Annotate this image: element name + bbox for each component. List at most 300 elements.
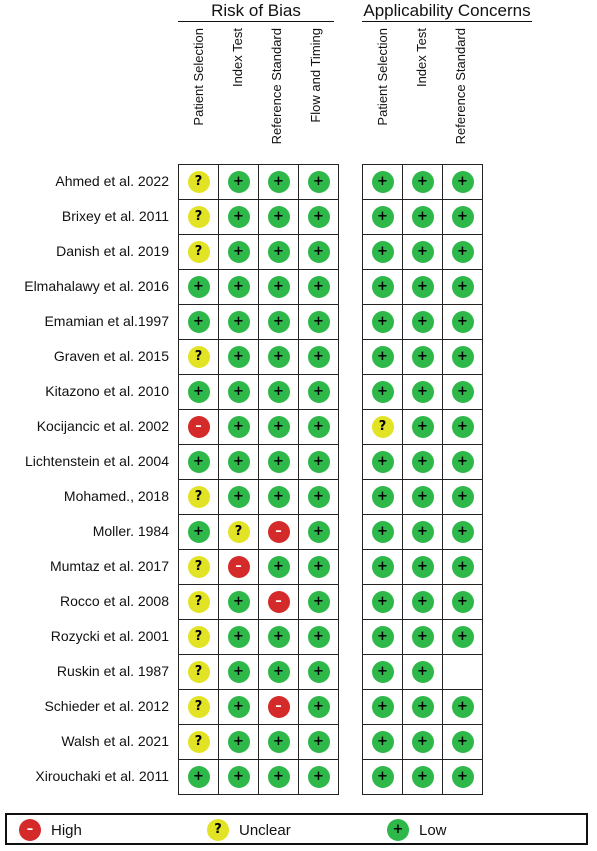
grid-cell bbox=[363, 270, 403, 305]
legend-unclear bbox=[207, 819, 291, 841]
grid-cell bbox=[443, 200, 483, 235]
grid-cell bbox=[219, 690, 259, 725]
grid-cell bbox=[219, 410, 259, 445]
unclear-icon: ? bbox=[188, 731, 210, 753]
grid-cell bbox=[363, 725, 403, 760]
grid-cell bbox=[443, 620, 483, 655]
grid-cell bbox=[299, 200, 339, 235]
low-icon: + bbox=[268, 661, 290, 683]
study-label: Elmahalawy et al. 2016 bbox=[24, 278, 169, 294]
low-icon: + bbox=[228, 661, 250, 683]
grid-cell bbox=[179, 760, 219, 795]
low-icon: + bbox=[228, 626, 250, 648]
column-header-label: Flow and Timing bbox=[307, 28, 323, 123]
low-icon: + bbox=[452, 451, 474, 473]
grid-cell bbox=[403, 200, 443, 235]
grid-row bbox=[179, 760, 339, 795]
low-icon: + bbox=[452, 766, 474, 788]
legend-low-label: Low bbox=[419, 821, 447, 839]
study-label: Moller. 1984 bbox=[92, 523, 169, 539]
low-icon: + bbox=[412, 276, 434, 298]
grid-cell bbox=[299, 725, 339, 760]
low-icon: + bbox=[372, 696, 394, 718]
study-label: Rozycki et al. 2001 bbox=[50, 628, 169, 644]
grid-row bbox=[363, 480, 483, 515]
low-icon: + bbox=[412, 381, 434, 403]
grid-cell bbox=[403, 550, 443, 585]
column-header-0-1 bbox=[217, 28, 257, 158]
grid-cell bbox=[259, 585, 299, 620]
low-icon: + bbox=[412, 591, 434, 613]
grid-cell bbox=[219, 725, 259, 760]
low-icon: + bbox=[268, 241, 290, 263]
column-header-1-1 bbox=[401, 28, 441, 158]
grid-cell bbox=[363, 480, 403, 515]
low-icon: + bbox=[412, 486, 434, 508]
unclear-icon: ? bbox=[188, 486, 210, 508]
grid-cell bbox=[363, 235, 403, 270]
unclear-icon: ? bbox=[188, 206, 210, 228]
grid-cell bbox=[219, 515, 259, 550]
low-icon: + bbox=[228, 276, 250, 298]
low-icon: + bbox=[308, 171, 330, 193]
grid-row bbox=[363, 340, 483, 375]
grid-row bbox=[363, 445, 483, 480]
grid-cell bbox=[443, 585, 483, 620]
low-icon: + bbox=[188, 766, 210, 788]
low-icon: + bbox=[412, 661, 434, 683]
low-icon: + bbox=[308, 556, 330, 578]
low-icon: + bbox=[268, 731, 290, 753]
grid-cell bbox=[219, 340, 259, 375]
low-icon: + bbox=[412, 521, 434, 543]
grid-cell bbox=[443, 375, 483, 410]
column-header-label: Reference Standard bbox=[452, 28, 468, 145]
low-icon: + bbox=[372, 591, 394, 613]
grid-cell bbox=[443, 480, 483, 515]
low-icon: + bbox=[268, 486, 290, 508]
low-icon: + bbox=[372, 171, 394, 193]
low-icon: + bbox=[308, 451, 330, 473]
column-header-0-0 bbox=[178, 28, 218, 158]
grid-cell bbox=[259, 760, 299, 795]
grid-cell bbox=[219, 655, 259, 690]
low-icon: + bbox=[412, 171, 434, 193]
high-icon: – bbox=[228, 556, 250, 578]
grid-cell bbox=[443, 550, 483, 585]
grid-cell bbox=[259, 445, 299, 480]
grid-cell bbox=[299, 340, 339, 375]
legend-high-label: High bbox=[51, 821, 82, 839]
grid-cell bbox=[259, 270, 299, 305]
low-icon: + bbox=[308, 346, 330, 368]
low-icon: + bbox=[452, 416, 474, 438]
grid-cell bbox=[443, 445, 483, 480]
grid-row bbox=[363, 550, 483, 585]
grid-cell bbox=[403, 270, 443, 305]
low-icon: + bbox=[268, 276, 290, 298]
low-icon: + bbox=[228, 346, 250, 368]
grid-cell bbox=[179, 340, 219, 375]
study-label: Walsh et al. 2021 bbox=[61, 733, 169, 749]
high-icon: – bbox=[268, 696, 290, 718]
grid-cell bbox=[363, 165, 403, 200]
grid-cell bbox=[443, 340, 483, 375]
column-header-0-3 bbox=[295, 28, 335, 158]
grid-row bbox=[179, 270, 339, 305]
grid-cell bbox=[403, 165, 443, 200]
low-icon: + bbox=[372, 731, 394, 753]
grid-cell bbox=[443, 690, 483, 725]
low-icon: + bbox=[452, 591, 474, 613]
low-icon: + bbox=[188, 276, 210, 298]
low-icon: + bbox=[228, 486, 250, 508]
unclear-icon: ? bbox=[188, 346, 210, 368]
applicability-line bbox=[362, 21, 532, 22]
grid-cell bbox=[403, 515, 443, 550]
low-icon: + bbox=[372, 381, 394, 403]
grid-cell bbox=[403, 375, 443, 410]
unclear-icon: ? bbox=[207, 819, 229, 841]
low-icon: + bbox=[412, 241, 434, 263]
study-label: Mohamed., 2018 bbox=[63, 488, 169, 504]
low-icon: + bbox=[372, 206, 394, 228]
grid-cell bbox=[179, 690, 219, 725]
unclear-icon: ? bbox=[188, 171, 210, 193]
study-label: Kitazono et al. 2010 bbox=[45, 383, 169, 399]
low-icon: + bbox=[372, 346, 394, 368]
low-icon: + bbox=[268, 206, 290, 228]
column-header-1-2 bbox=[440, 28, 480, 158]
low-icon: + bbox=[372, 311, 394, 333]
grid-cell bbox=[179, 445, 219, 480]
low-icon: + bbox=[308, 521, 330, 543]
study-label: Ahmed et al. 2022 bbox=[55, 173, 169, 189]
grid-row bbox=[363, 235, 483, 270]
low-icon: + bbox=[268, 766, 290, 788]
legend-low bbox=[387, 819, 447, 841]
low-icon: + bbox=[268, 311, 290, 333]
grid-row bbox=[363, 760, 483, 795]
low-icon: + bbox=[372, 766, 394, 788]
column-header-label: Index Test bbox=[229, 28, 245, 88]
grid-cell bbox=[363, 445, 403, 480]
low-icon: + bbox=[308, 486, 330, 508]
low-icon: + bbox=[268, 556, 290, 578]
low-icon: + bbox=[308, 591, 330, 613]
study-label: Kocijancic et al. 2002 bbox=[36, 418, 169, 434]
grid-cell bbox=[299, 165, 339, 200]
grid-cell bbox=[363, 760, 403, 795]
grid-cell bbox=[179, 270, 219, 305]
grid-row bbox=[363, 515, 483, 550]
low-icon: + bbox=[452, 206, 474, 228]
grid-cell bbox=[443, 270, 483, 305]
grid-cell bbox=[363, 690, 403, 725]
low-icon: + bbox=[452, 171, 474, 193]
low-icon: + bbox=[372, 241, 394, 263]
grid-cell bbox=[259, 655, 299, 690]
low-icon: + bbox=[372, 521, 394, 543]
grid-cell bbox=[179, 620, 219, 655]
grid-cell bbox=[259, 200, 299, 235]
grid-cell bbox=[403, 410, 443, 445]
risk-of-bias-title: Risk of Bias bbox=[211, 1, 301, 20]
grid-cell bbox=[299, 585, 339, 620]
grid-row bbox=[179, 620, 339, 655]
low-icon: + bbox=[188, 311, 210, 333]
low-icon: + bbox=[228, 381, 250, 403]
grid-cell bbox=[443, 515, 483, 550]
grid-cell bbox=[179, 410, 219, 445]
low-icon: + bbox=[452, 241, 474, 263]
study-label: Schieder et al. 2012 bbox=[44, 698, 169, 714]
low-icon: + bbox=[308, 276, 330, 298]
low-icon: + bbox=[412, 696, 434, 718]
high-icon: – bbox=[188, 416, 210, 438]
low-icon: + bbox=[228, 206, 250, 228]
risk-of-bias-grid bbox=[178, 164, 339, 795]
grid-cell bbox=[363, 620, 403, 655]
grid-row bbox=[179, 410, 339, 445]
study-label: Rocco et al. 2008 bbox=[60, 593, 169, 609]
grid-cell bbox=[443, 305, 483, 340]
low-icon: + bbox=[412, 206, 434, 228]
grid-row bbox=[179, 480, 339, 515]
high-icon: – bbox=[268, 591, 290, 613]
low-icon: + bbox=[452, 346, 474, 368]
grid-cell bbox=[363, 305, 403, 340]
study-label: Danish et al. 2019 bbox=[56, 243, 169, 259]
low-icon: + bbox=[308, 766, 330, 788]
grid-cell bbox=[259, 410, 299, 445]
grid-cell bbox=[299, 690, 339, 725]
grid-cell bbox=[219, 445, 259, 480]
grid-cell bbox=[219, 585, 259, 620]
grid-cell bbox=[443, 655, 483, 690]
grid-cell bbox=[179, 480, 219, 515]
low-icon: + bbox=[452, 381, 474, 403]
column-header-1-0 bbox=[362, 28, 402, 158]
legend-high bbox=[19, 819, 82, 841]
grid-cell bbox=[219, 270, 259, 305]
low-icon: + bbox=[412, 731, 434, 753]
grid-row bbox=[179, 200, 339, 235]
low-icon: + bbox=[268, 381, 290, 403]
legend bbox=[5, 813, 588, 845]
low-icon: + bbox=[372, 556, 394, 578]
low-icon: + bbox=[452, 276, 474, 298]
grid-cell bbox=[219, 760, 259, 795]
grid-cell bbox=[363, 200, 403, 235]
low-icon: + bbox=[372, 626, 394, 648]
grid-row bbox=[179, 515, 339, 550]
grid-cell bbox=[299, 235, 339, 270]
grid-cell bbox=[403, 480, 443, 515]
grid-cell bbox=[403, 725, 443, 760]
low-icon: + bbox=[308, 626, 330, 648]
low-icon: + bbox=[372, 486, 394, 508]
low-icon: + bbox=[268, 416, 290, 438]
grid-cell bbox=[259, 305, 299, 340]
low-icon: + bbox=[308, 206, 330, 228]
low-icon: + bbox=[452, 696, 474, 718]
unclear-icon: ? bbox=[188, 556, 210, 578]
low-icon: + bbox=[268, 171, 290, 193]
legend-unclear-label: Unclear bbox=[239, 821, 291, 839]
grid-cell bbox=[363, 410, 403, 445]
low-icon: + bbox=[452, 486, 474, 508]
grid-cell bbox=[363, 340, 403, 375]
low-icon: + bbox=[268, 626, 290, 648]
grid-cell bbox=[299, 410, 339, 445]
low-icon: + bbox=[412, 416, 434, 438]
grid-cell bbox=[219, 235, 259, 270]
grid-cell bbox=[299, 550, 339, 585]
grid-cell bbox=[179, 305, 219, 340]
column-header-label: Patient Selection bbox=[374, 28, 390, 126]
low-icon: + bbox=[228, 451, 250, 473]
grid-cell bbox=[259, 165, 299, 200]
grid-row bbox=[363, 305, 483, 340]
low-icon: + bbox=[412, 556, 434, 578]
low-icon: + bbox=[308, 241, 330, 263]
grid-row bbox=[179, 445, 339, 480]
low-icon: + bbox=[228, 591, 250, 613]
low-icon: + bbox=[308, 381, 330, 403]
low-icon: + bbox=[228, 766, 250, 788]
grid-cell bbox=[219, 550, 259, 585]
low-icon: + bbox=[188, 381, 210, 403]
grid-cell bbox=[299, 760, 339, 795]
study-label: Xirouchaki et al. 2011 bbox=[35, 768, 169, 784]
grid-cell bbox=[443, 725, 483, 760]
grid-row bbox=[363, 200, 483, 235]
grid-row bbox=[179, 690, 339, 725]
grid-cell bbox=[179, 550, 219, 585]
grid-row bbox=[179, 305, 339, 340]
grid-cell bbox=[403, 305, 443, 340]
low-icon: + bbox=[308, 731, 330, 753]
grid-cell bbox=[179, 655, 219, 690]
study-label: Lichtenstein et al. 2004 bbox=[25, 453, 169, 469]
grid-cell bbox=[403, 585, 443, 620]
low-icon: + bbox=[412, 451, 434, 473]
grid-cell bbox=[443, 410, 483, 445]
low-icon: + bbox=[412, 626, 434, 648]
low-icon: + bbox=[268, 451, 290, 473]
low-icon: + bbox=[372, 451, 394, 473]
grid-cell bbox=[259, 480, 299, 515]
grid-cell bbox=[363, 655, 403, 690]
grid-cell bbox=[403, 340, 443, 375]
grid-cell bbox=[259, 550, 299, 585]
low-icon: + bbox=[188, 521, 210, 543]
low-icon: + bbox=[228, 311, 250, 333]
grid-cell bbox=[259, 515, 299, 550]
unclear-icon: ? bbox=[188, 591, 210, 613]
grid-cell bbox=[299, 620, 339, 655]
unclear-icon: ? bbox=[228, 521, 250, 543]
grid-cell bbox=[179, 585, 219, 620]
low-icon: + bbox=[412, 766, 434, 788]
low-icon: + bbox=[308, 661, 330, 683]
grid-cell bbox=[443, 760, 483, 795]
grid-cell bbox=[299, 480, 339, 515]
unclear-icon: ? bbox=[188, 696, 210, 718]
grid-cell bbox=[259, 375, 299, 410]
grid-cell bbox=[363, 585, 403, 620]
unclear-icon: ? bbox=[188, 626, 210, 648]
grid-row bbox=[179, 655, 339, 690]
applicability-grid bbox=[362, 164, 483, 795]
study-label: Brixey et al. 2011 bbox=[61, 208, 169, 224]
low-icon: + bbox=[308, 311, 330, 333]
grid-cell bbox=[403, 760, 443, 795]
low-icon: + bbox=[372, 661, 394, 683]
study-label: Ruskin et al. 1987 bbox=[56, 663, 169, 679]
column-header-0-2 bbox=[256, 28, 296, 158]
low-icon: + bbox=[452, 626, 474, 648]
low-icon: + bbox=[452, 731, 474, 753]
grid-row bbox=[363, 410, 483, 445]
study-label: Emamian et al.1997 bbox=[44, 313, 169, 329]
applicability-title: Applicability Concerns bbox=[363, 1, 531, 20]
low-icon: + bbox=[268, 346, 290, 368]
column-header-label: Index Test bbox=[413, 28, 429, 88]
grid-cell bbox=[179, 725, 219, 760]
low-icon: + bbox=[308, 416, 330, 438]
low-icon: + bbox=[452, 556, 474, 578]
grid-row bbox=[363, 165, 483, 200]
column-header-label: Reference Standard bbox=[268, 28, 284, 145]
grid-cell bbox=[363, 550, 403, 585]
unclear-icon: ? bbox=[188, 661, 210, 683]
high-icon: – bbox=[268, 521, 290, 543]
low-icon: + bbox=[387, 819, 409, 841]
unclear-icon: ? bbox=[188, 241, 210, 263]
low-icon: + bbox=[372, 276, 394, 298]
grid-cell bbox=[403, 235, 443, 270]
grid-cell bbox=[403, 655, 443, 690]
grid-cell bbox=[219, 620, 259, 655]
grid-cell bbox=[299, 515, 339, 550]
grid-cell bbox=[259, 235, 299, 270]
grid-cell bbox=[299, 270, 339, 305]
grid-cell bbox=[259, 620, 299, 655]
unclear-icon: ? bbox=[372, 416, 394, 438]
low-icon: + bbox=[228, 416, 250, 438]
study-label: Mumtaz et al. 2017 bbox=[49, 558, 169, 574]
grid-row bbox=[363, 585, 483, 620]
low-icon: + bbox=[228, 241, 250, 263]
low-icon: + bbox=[412, 346, 434, 368]
grid-cell bbox=[219, 305, 259, 340]
grid-row bbox=[363, 620, 483, 655]
grid-cell bbox=[403, 620, 443, 655]
grid-cell bbox=[299, 305, 339, 340]
grid-cell bbox=[219, 480, 259, 515]
grid-cell bbox=[179, 515, 219, 550]
grid-cell bbox=[363, 515, 403, 550]
grid-row bbox=[179, 340, 339, 375]
grid-row bbox=[179, 375, 339, 410]
low-icon: + bbox=[412, 311, 434, 333]
grid-row bbox=[179, 725, 339, 760]
grid-cell bbox=[363, 375, 403, 410]
grid-cell bbox=[299, 375, 339, 410]
grid-cell bbox=[219, 375, 259, 410]
